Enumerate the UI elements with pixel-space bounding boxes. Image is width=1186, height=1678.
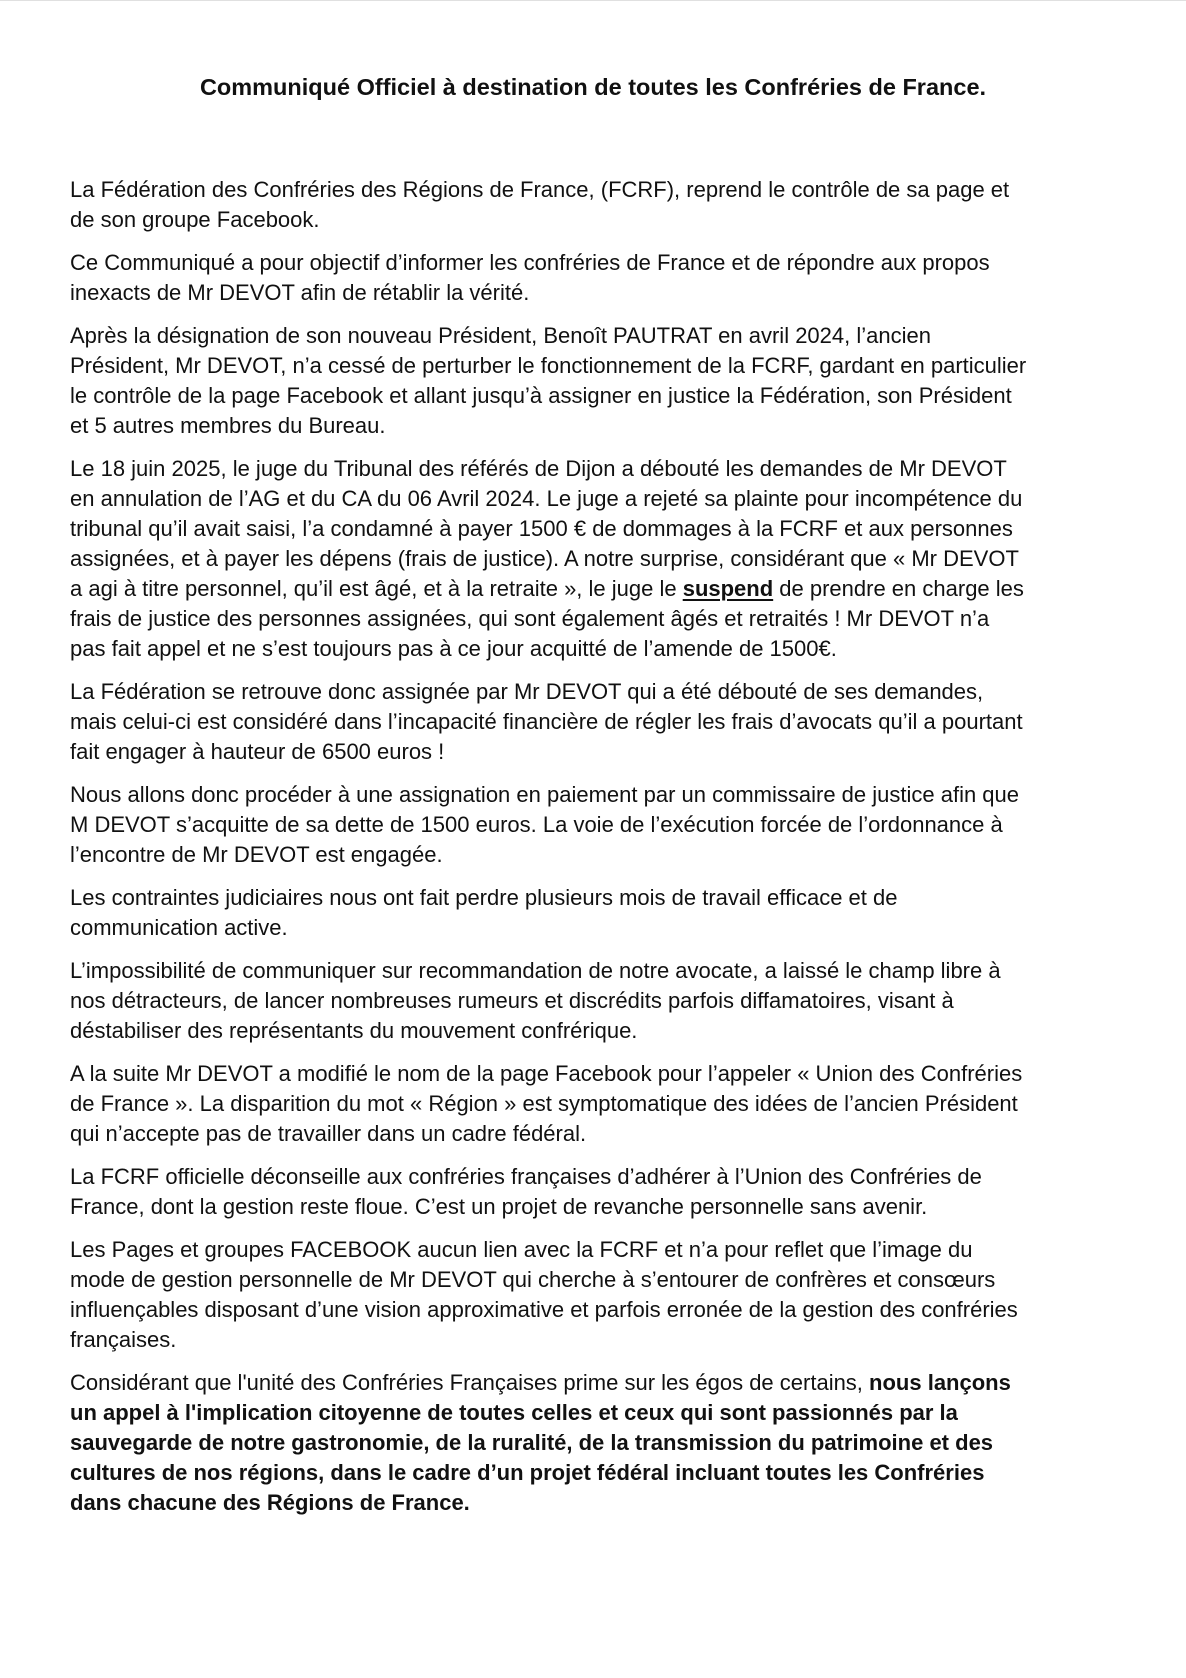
text-line: nos détracteurs, de lancer nombreuses rumeurs et discrédits parfois diffamatoires, visant à — [70, 988, 954, 1013]
paragraph-facebook-groups — [70, 1235, 1150, 1355]
text-line: communication active. — [70, 915, 288, 940]
page-top-border — [0, 0, 1186, 1]
paragraph-communication-impossibility — [70, 956, 1150, 1046]
text-line: et 5 autres membres du Bureau. — [70, 413, 386, 438]
text-line: Après la désignation de son nouveau Président, Benoît PAUTRAT en avril 2024, l’ancien — [70, 323, 931, 348]
text-segment: de prendre en charge les — [773, 576, 1024, 601]
text-line: Les contraintes judiciaires nous ont fait perdre plusieurs mois de travail efficace et de — [70, 885, 898, 910]
text-line: Président, Mr DEVOT, n’a cessé de perturber le fonctionnement de la FCRF, gardant en particulier — [70, 353, 1027, 378]
document-body — [70, 175, 1150, 1531]
text-line: L’impossibilité de communiquer sur recommandation de notre avocate, a laissé le champ libre à — [70, 958, 1001, 983]
paragraph-advice — [70, 1162, 1150, 1222]
text-line: A la suite Mr DEVOT a modifié le nom de la page Facebook pour l’appeler « Union des Confréries — [70, 1061, 1023, 1086]
text-segment: Considérant que l'unité des Confréries Françaises prime sur les égos de certains, — [70, 1370, 870, 1395]
text-line: M DEVOT s’acquitte de sa dette de 1500 euros. La voie de l’exécution forcée de l’ordonnance à — [70, 812, 1003, 837]
text-line: françaises. — [70, 1327, 177, 1352]
text-line: dans chacune des Régions de France. — [70, 1490, 470, 1515]
text-line: cultures de nos régions, dans le cadre d’un projet fédéral incluant toutes les Confréries — [70, 1460, 985, 1485]
text-line: La Fédération des Confréries des Régions de France, (FCRF), reprend le contrôle de sa page et — [70, 177, 1010, 202]
paragraph-call-to-action — [70, 1368, 1150, 1518]
text-line: de son groupe Facebook. — [70, 207, 320, 232]
paragraph-court-ruling — [70, 454, 1150, 664]
bold-segment: nous lançons — [869, 1370, 1011, 1395]
text-line: sauvegarde de notre gastronomie, de la ruralité, de la transmission du patrimoine et des — [70, 1430, 994, 1455]
text-segment: a agi à titre personnel, qu’il est âgé, et à la retraite », le juge le — [70, 576, 683, 601]
text-line: Nous allons donc procéder à une assignation en paiement par un commissaire de justice afin que — [70, 782, 1020, 807]
text-line: frais de justice des personnes assignées, qui sont également âgés et retraités ! Mr DEVOT n’a — [70, 606, 990, 631]
text-line: mode de gestion personnelle de Mr DEVOT qui cherche à s’entourer de confrères et consœurs — [70, 1267, 996, 1292]
text-line: assignées, et à payer les dépens (frais de justice). A notre surprise, considérant que « Mr DEVOT — [70, 546, 1019, 571]
paragraph-new-president — [70, 321, 1150, 441]
paragraph-payment-assignment — [70, 780, 1150, 870]
text-line — [70, 574, 1150, 604]
text-line: influençables disposant d’une vision approximative et parfois erronée de la gestion des confréries — [70, 1297, 1018, 1322]
text-line: tribunal qu’il avait saisi, l’a condamné à payer 1500 € de dommages à la FCRF et aux personnes — [70, 516, 1013, 541]
text-line: inexacts de Mr DEVOT afin de rétablir la vérité. — [70, 280, 530, 305]
paragraph-fcrf-control — [70, 175, 1150, 235]
text-line: en annulation de l’AG et du CA du 06 Avril 2024. Le juge a rejeté sa plainte pour incompétence du — [70, 486, 1023, 511]
document-title: Communiqué Officiel à destination de toutes les Confréries de France. — [199, 74, 987, 100]
text-line — [70, 1368, 1150, 1398]
text-line: pas fait appel et ne s’est toujours pas à ce jour acquitté de l’amende de 1500€. — [70, 636, 837, 661]
paragraph-objective — [70, 248, 1150, 308]
text-line: France, dont la gestion reste floue. C’est un projet de revanche personnelle sans avenir. — [70, 1194, 928, 1219]
text-line: La Fédération se retrouve donc assignée par Mr DEVOT qui a été débouté de ses demandes, — [70, 679, 984, 704]
paragraph-federation-assigned — [70, 677, 1150, 767]
paragraph-judicial-constraints — [70, 883, 1150, 943]
emphasis-suspend: suspend — [682, 576, 774, 601]
text-line: Ce Communiqué a pour objectif d’informer les confréries de France et de répondre aux propos — [70, 250, 990, 275]
text-line: fait engager à hauteur de 6500 euros ! — [70, 739, 445, 764]
text-line: un appel à l'implication citoyenne de toutes celles et ceux qui sont passionnés par la — [70, 1400, 958, 1425]
text-line: de France ». La disparition du mot « Région » est symptomatique des idées de l’ancien Président — [70, 1091, 1018, 1116]
text-line: Le 18 juin 2025, le juge du Tribunal des référés de Dijon a débouté les demandes de Mr DEVOT — [70, 456, 1007, 481]
paragraph-page-renamed — [70, 1059, 1150, 1149]
text-line: déstabiliser des représentants du mouvement confrérique. — [70, 1018, 638, 1043]
text-line: qui n’accepte pas de travailler dans un cadre fédéral. — [70, 1121, 587, 1146]
text-line: mais celui-ci est considéré dans l’incapacité financière de régler les frais d’avocats qu’il a pourtant — [70, 709, 1023, 734]
text-line: le contrôle de la page Facebook et allant jusqu’à assigner en justice la Fédération, son Président — [70, 383, 1012, 408]
text-line: Les Pages et groupes FACEBOOK aucun lien avec la FCRF et n’a pour reflet que l’image du — [70, 1237, 973, 1262]
text-line: l’encontre de Mr DEVOT est engagée. — [70, 842, 443, 867]
text-line: La FCRF officielle déconseille aux confréries françaises d’adhérer à l’Union des Confréries de — [70, 1164, 982, 1189]
